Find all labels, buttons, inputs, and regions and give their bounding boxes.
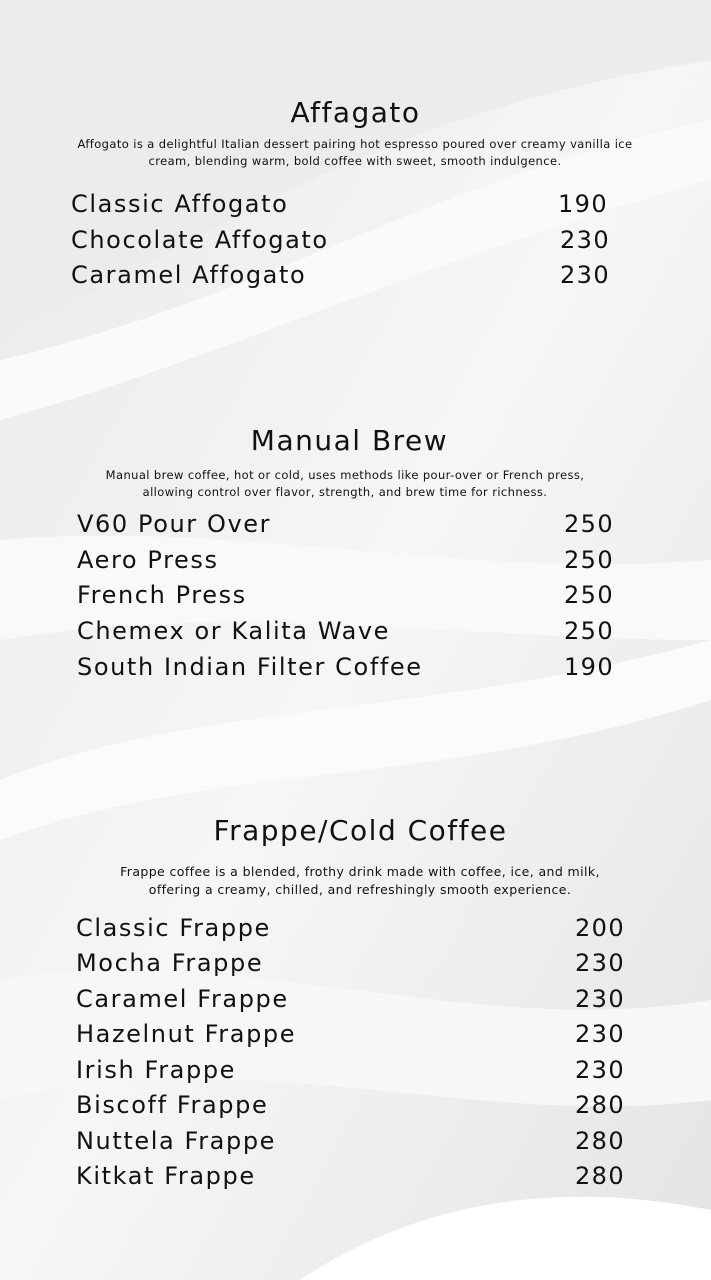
menu-item-price: 280: [574, 1127, 625, 1155]
menu-item-price: 280: [574, 1091, 625, 1119]
menu-item-name: Classic Frappe: [76, 914, 271, 942]
menu-item-price: 230: [574, 949, 625, 977]
menu-item-name: Mocha Frappe: [76, 949, 264, 977]
menu-item-name: Irish Frappe: [76, 1056, 237, 1084]
menu-item-price: 190: [563, 653, 614, 681]
section-description: Affogato is a delightful Italian dessert pairing hot espresso poured over creamy vanilla ice cream, blending warm, bold coffee with sweet, smooth indulgence.: [77, 137, 633, 168]
section-description: Manual brew coffee, hot or cold, uses methods like pour-over or French press, allowing control over flavor, strength, and brew time for richness.: [105, 468, 585, 499]
menu-item-price: 190: [557, 190, 608, 218]
menu-item-price: 230: [574, 985, 625, 1013]
section-description: Frappe coffee is a blended, frothy drink made with coffee, ice, and milk, offering a creamy, chilled, and refreshingly smooth experience.: [120, 864, 600, 897]
menu-item-name: Biscoff Frappe: [76, 1091, 269, 1119]
menu-item-name: Caramel Affogato: [71, 261, 307, 289]
section-title: Manual Brew: [250, 424, 449, 457]
menu-item-price: 280: [574, 1162, 625, 1190]
menu-item-price: 250: [563, 581, 614, 609]
menu-item-name: Chocolate Affogato: [71, 226, 329, 254]
section-title: Frappe/Cold Coffee: [213, 814, 508, 847]
menu-item-name: Caramel Frappe: [76, 985, 289, 1013]
menu-item-price: 230: [559, 226, 610, 254]
menu-item-name: Aero Press: [77, 546, 219, 574]
menu-item-price: 250: [563, 617, 614, 645]
section-title: Affagato: [290, 96, 421, 129]
menu-item-price: 250: [563, 510, 614, 538]
menu-item-name: South Indian Filter Coffee: [77, 653, 423, 681]
menu-item-price: 230: [559, 261, 610, 289]
menu-item-price: 200: [574, 914, 625, 942]
menu-item-price: 230: [574, 1056, 625, 1084]
menu-item-price: 250: [563, 546, 614, 574]
menu-item-name: Hazelnut Frappe: [76, 1020, 297, 1048]
menu-item-name: Nuttela Frappe: [76, 1127, 277, 1155]
menu-item-price: 230: [574, 1020, 625, 1048]
menu-item-name: Classic Affogato: [71, 190, 289, 218]
menu-item-name: V60 Pour Over: [77, 510, 272, 538]
menu-item-name: Kitkat Frappe: [76, 1162, 256, 1190]
menu-item-name: Chemex or Kalita Wave: [77, 617, 391, 645]
menu-item-name: French Press: [77, 581, 247, 609]
